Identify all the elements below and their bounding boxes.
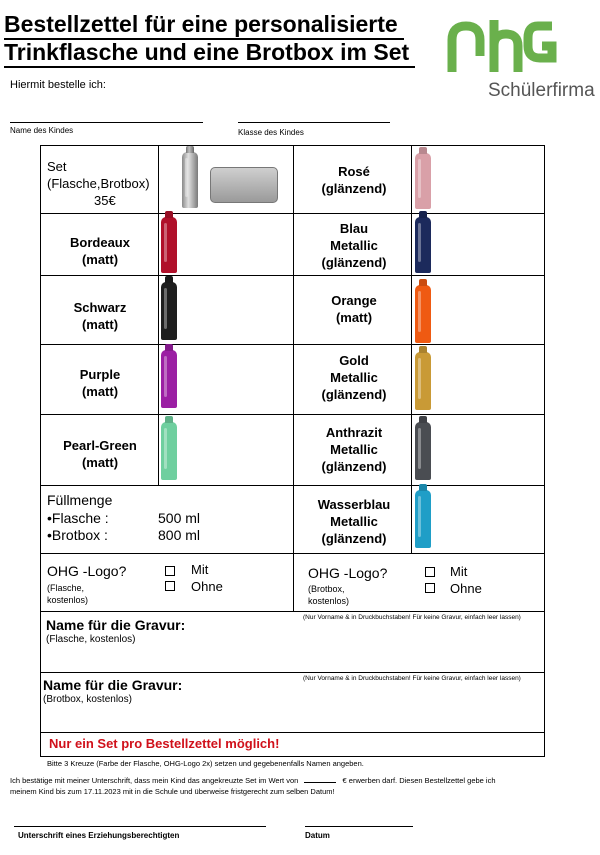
signature-field[interactable] (14, 826, 266, 827)
gold-bottle-image (415, 352, 431, 410)
rose-bottle-image (415, 153, 431, 209)
schwarz-bottle-image (161, 282, 177, 340)
engrave-bottle-title: Name für die Gravur: (46, 617, 186, 633)
fill-bottle-label: •Flasche : (47, 510, 109, 526)
confirm-line-2: meinem Kind bis zum 17.11.2023 mit in die Schule und überweise fristgerecht zum selben Datum! (10, 787, 335, 796)
child-class-field[interactable] (238, 122, 390, 123)
warning-text: Nur ein Set pro Bestellzettel möglich! (49, 736, 280, 751)
color-purple-name: Purple (matt) (79, 367, 121, 399)
fill-box-value: 800 ml (158, 527, 201, 543)
color-blau-name: Blau Metallic (glänzend) (321, 221, 387, 270)
intro-text: Hiermit bestelle ich: (10, 79, 106, 91)
ohg-logo-icon (440, 12, 560, 84)
logo-box-ohne-label: Ohne (450, 581, 482, 596)
logo-bottle-ohne-checkbox[interactable] (165, 581, 175, 591)
lunchbox-image (210, 167, 278, 203)
child-class-label: Klasse des Kindes (238, 128, 304, 137)
orange-bottle-image (415, 285, 431, 343)
engrave-box-sub: (Brotbox, kostenlos) (43, 694, 132, 705)
wasserblau-bottle-image (415, 490, 431, 548)
purple-bottle-image (161, 350, 177, 408)
set-contents: (Flasche,Brotbox) (47, 176, 150, 191)
color-schwarz-name: Schwarz (matt) (73, 300, 127, 332)
logo-bottle-mit-label: Mit (191, 562, 209, 577)
logo-box-ohne-checkbox[interactable] (425, 583, 435, 593)
fill-box-label: •Brotbox : (47, 527, 108, 543)
set-price: 35€ (94, 193, 116, 208)
logo-box-sub1: (Brotbox, (308, 584, 345, 594)
engrave-box-title: Name für die Gravur: (43, 677, 183, 693)
logo-bottle-mit-checkbox[interactable] (165, 566, 175, 576)
signature-label: Unterschrift eines Erziehungsberechtigten (18, 831, 180, 840)
steel-bottle-image (182, 152, 198, 208)
anthrazit-bottle-image (415, 422, 431, 480)
color-anthrazit-name: Anthrazit Metallic (glänzend) (321, 425, 387, 474)
engrave-box-note: (Nur Vorname & in Druckbuchstaben! Für keine Gravur, einfach leer lassen) (303, 675, 521, 682)
child-name-field[interactable] (10, 122, 203, 123)
logo-text: Schülerfirma (488, 80, 595, 101)
bordeaux-bottle-image (161, 217, 177, 273)
blau-bottle-image (415, 217, 431, 273)
engrave-bottle-sub: (Flasche, kostenlos) (46, 634, 136, 645)
engrave-bottle-note: (Nur Vorname & in Druckbuchstaben! Für keine Gravur, einfach leer lassen) (303, 614, 521, 621)
color-wasserblau-name: Wasserblau Metallic (glänzend) (317, 497, 391, 546)
confirm-line-1 (10, 776, 496, 785)
confirm-text-b: € erwerben darf. Diesen Bestellzettel gebe ich (342, 776, 496, 785)
color-gold-name: Gold Metallic (glänzend) (321, 353, 387, 402)
amount-field[interactable] (304, 782, 336, 783)
child-name-label: Name des Kindes (10, 126, 74, 135)
fill-heading: Füllmenge (47, 492, 113, 508)
engrave-bottle-field[interactable] (230, 628, 530, 668)
title-line-1: Bestellzettel für eine personalisierte (4, 10, 404, 40)
logo-box-sub2: kostenlos) (308, 596, 350, 606)
date-field[interactable] (305, 826, 413, 827)
logo-bottle-sub1: (Flasche, (47, 583, 85, 593)
logo-box-mit-checkbox[interactable] (425, 567, 435, 577)
logo-box-mit-label: Mit (450, 564, 468, 579)
logo-bottle-label: OHG -Logo? (47, 563, 127, 579)
color-orange-name: Orange (matt) (331, 293, 377, 325)
logo-bottle-sub2: kostenlos) (47, 595, 89, 605)
confirm-text-a: Ich bestätige mit meiner Unterschrift, dass mein Kind das angekreuzte Set im Wert von (10, 776, 299, 785)
set-label: Set (47, 159, 67, 174)
logo-box-label: OHG -Logo? (308, 565, 388, 581)
title-line-2: Trinkflasche und eine Brotbox im Set (4, 38, 415, 68)
pearl-green-bottle-image (161, 422, 177, 480)
color-bordeaux-name: Bordeaux (matt) (70, 235, 130, 267)
logo-bottle-ohne-label: Ohne (191, 579, 223, 594)
color-rose-name: Rosé (glänzend) (321, 164, 387, 196)
fill-bottle-value: 500 ml (158, 510, 201, 526)
hint-text: Bitte 3 Kreuze (Farbe der Flasche, OHG-Logo 2x) setzen und gegebenenfalls Namen angeben. (47, 759, 364, 768)
school-logo (440, 12, 600, 102)
color-pearl-green-name: Pearl-Green (matt) (63, 438, 137, 470)
date-label: Datum (305, 831, 330, 840)
engrave-box-field[interactable] (230, 688, 530, 728)
